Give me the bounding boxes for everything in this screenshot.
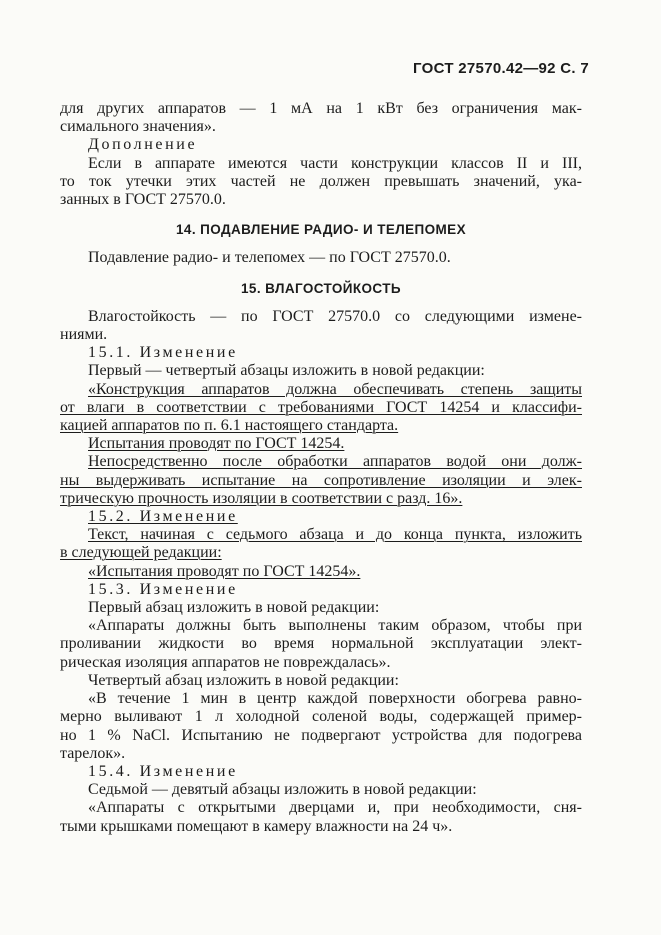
section-15-title: 15. ВЛАГОСТОЙКОСТЬ bbox=[241, 280, 401, 296]
quoted-line: «В течение 1 мин в центр каждой поверхности обогрева равно- bbox=[88, 690, 582, 708]
page-header: ГОСТ 27570.42—92 С. 7 bbox=[413, 60, 589, 77]
quoted-line: ны выдерживать испытание на сопротивление изоляции и элек- bbox=[60, 471, 582, 489]
text-line: ниями. bbox=[60, 326, 108, 344]
quoted-line: Испытания проводят по ГОСТ 14254. bbox=[88, 435, 345, 453]
quoted-line: Непосредственно после обработки аппаратов водой они долж- bbox=[88, 453, 582, 471]
text-line: Текст, начиная с седьмого абзаца и до конца пункта, изложить bbox=[88, 526, 582, 544]
quoted-line: мерно выливают 1 л холодной соленой воды, содержащей пример- bbox=[60, 708, 582, 726]
quoted-line: проливании жидкости во время нормальной эксплуатации элект- bbox=[60, 635, 582, 653]
text-line: занных в ГОСТ 27570.0. bbox=[60, 191, 226, 209]
text-line: в следующей редакции: bbox=[60, 544, 222, 562]
quoted-line: кацией аппаратов по п. 6.1 настоящего стандарта. bbox=[60, 417, 399, 435]
text-line: для других аппаратов — 1 мА на 1 кВт без ограничения мак- bbox=[60, 100, 582, 117]
subsection-15-2-heading: 15.2. Изменение bbox=[88, 508, 238, 526]
text-line: Первый абзац изложить в новой редакции: bbox=[88, 599, 380, 617]
quoted-line: тарелок». bbox=[60, 744, 126, 762]
section-14-text: Подавление радио- и телепомех — по ГОСТ 27570.0. bbox=[88, 249, 451, 267]
quoted-line: «Аппараты должны быть выполнены таким образом, чтобы при bbox=[88, 617, 582, 635]
text-line: Первый — четвертый абзацы изложить в новой редакции: bbox=[88, 362, 485, 380]
quoted-line: «Конструкция аппаратов должна обеспечивать степень защиты bbox=[88, 380, 582, 398]
page-content bbox=[60, 100, 582, 836]
text-line: то ток утечки этих частей не должен превышать значений, ука- bbox=[60, 172, 582, 190]
section-14-title: 14. ПОДАВЛЕНИЕ РАДИО- И ТЕЛЕПОМЕХ bbox=[176, 222, 466, 238]
quoted-line: рическая изоляция аппаратов не повреждалась». bbox=[60, 653, 391, 671]
text-line: Четвертый абзац изложить в новой редакции: bbox=[88, 671, 399, 689]
subheading-addition: Дополнение bbox=[88, 136, 198, 154]
quoted-line: трическую прочность изоляции в соответствии с разд. 16». bbox=[60, 489, 463, 507]
text-line: Влагостойкость — по ГОСТ 27570.0 со следующими измене- bbox=[88, 307, 582, 325]
quoted-line: но 1 % NaCl. Испытанию не подвергают устройства для подогрева bbox=[60, 726, 582, 744]
quoted-line: тыми крышками помещают в камеру влажности на 24 ч». bbox=[60, 817, 453, 835]
text-line: Седьмой — девятый абзацы изложить в новой редакции: bbox=[88, 781, 477, 799]
quoted-line: «Аппараты с открытыми дверцами и, при необходимости, сня- bbox=[88, 799, 582, 817]
subsection-15-4-heading: 15.4. Изменение bbox=[88, 762, 238, 780]
quoted-line: «Испытания проводят по ГОСТ 14254». bbox=[88, 562, 361, 580]
text-line: симального значения». bbox=[60, 118, 216, 136]
subsection-15-3-heading: 15.3. Изменение bbox=[88, 580, 238, 598]
quoted-line: от влаги в соответствии с требованиями ГОСТ 14254 и классифи- bbox=[60, 398, 582, 416]
subsection-15-1-heading: 15.1. Изменение bbox=[88, 344, 238, 362]
text-line: Если в аппарате имеются части конструкции классов II и III, bbox=[88, 154, 582, 172]
